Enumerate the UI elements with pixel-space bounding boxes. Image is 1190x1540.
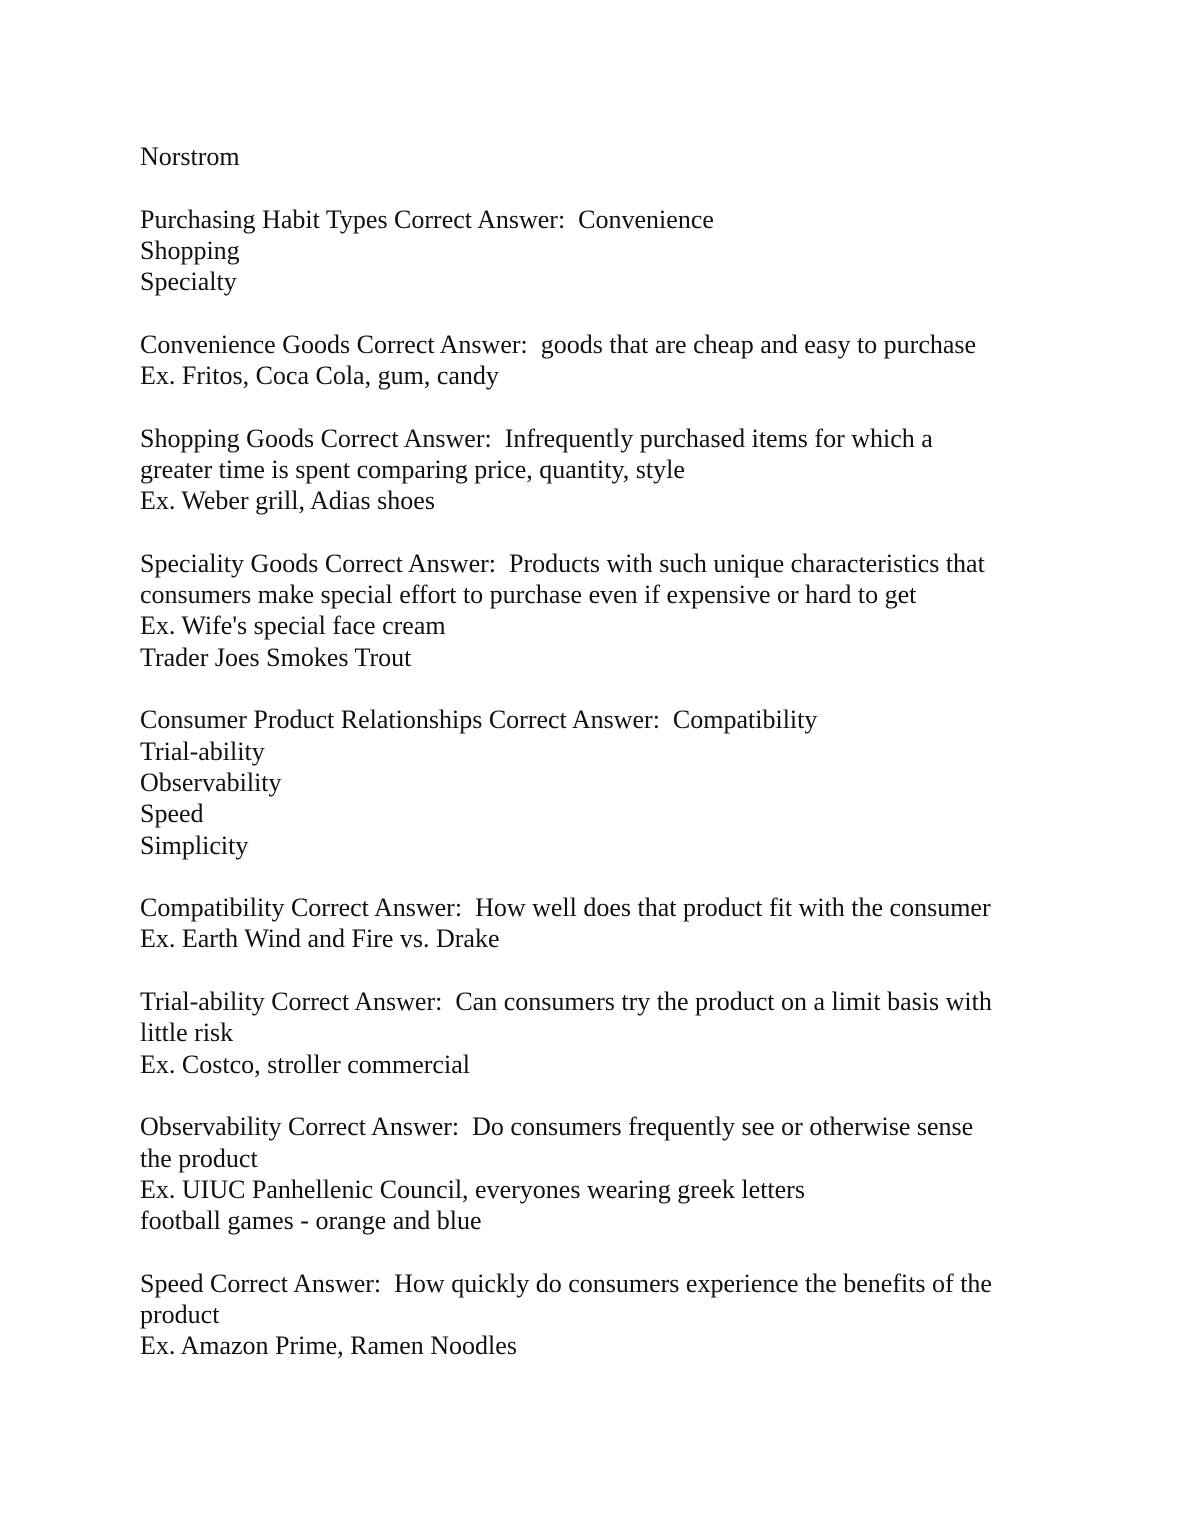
text-line: Speciality Goods Correct Answer: Products with such unique characteristics that	[140, 548, 985, 578]
document-page	[140, 141, 1050, 1393]
text-line: the product	[140, 1143, 258, 1173]
text-line: Speed	[140, 799, 204, 829]
qa-block-convenience-goods	[140, 329, 1050, 392]
text-line: football games - orange and blue	[140, 1206, 482, 1236]
qa-block-trial-ability	[140, 986, 1050, 1080]
qa-block-purchasing-habit-types	[140, 204, 1050, 298]
qa-block-shopping-goods	[140, 423, 1050, 517]
text-line: Trial-ability Correct Answer: Can consumers try the product on a limit basis with	[140, 987, 992, 1017]
qa-block-compatibility	[140, 892, 1050, 955]
text-line: Ex. Fritos, Coca Cola, gum, candy	[140, 361, 499, 391]
text-line: Ex. UIUC Panhellenic Council, everyones wearing greek letters	[140, 1174, 805, 1204]
text-line: Compatibility Correct Answer: How well does that product fit with the consumer	[140, 893, 991, 923]
qa-block-speciality-goods	[140, 548, 1050, 673]
text-line: product	[140, 1299, 220, 1329]
text-line: Ex. Wife's special face cream	[140, 611, 446, 641]
text-line: Convenience Goods Correct Answer: goods that are cheap and easy to purchase	[140, 329, 977, 359]
text-line: little risk	[140, 1018, 234, 1048]
text-line: Ex. Earth Wind and Fire vs. Drake	[140, 924, 500, 954]
text-line: greater time is spent comparing price, quantity, style	[140, 454, 685, 484]
text-line: Consumer Product Relationships Correct Answer: Compatibility	[140, 705, 818, 735]
text-line: Purchasing Habit Types Correct Answer: Convenience	[140, 204, 714, 234]
text-line: consumers make special effort to purchase even if expensive or hard to get	[140, 580, 917, 610]
text-line: Observability Correct Answer: Do consumers frequently see or otherwise sense	[140, 1112, 974, 1142]
qa-block-speed	[140, 1268, 1050, 1362]
text-line: Ex. Amazon Prime, Ramen Noodles	[140, 1331, 517, 1361]
text-line: Observability	[140, 767, 282, 797]
text-line: Specialty	[140, 267, 237, 297]
text-line: Trial-ability	[140, 736, 265, 766]
text-line: Shopping Goods Correct Answer: Infrequently purchased items for which a	[140, 423, 933, 453]
text-line: Shopping	[140, 235, 240, 265]
text-line: Speed Correct Answer: How quickly do consumers experience the benefits of the	[140, 1268, 992, 1298]
text-line: Trader Joes Smokes Trout	[140, 642, 412, 672]
qa-block-observability	[140, 1111, 1050, 1236]
text-line: Ex. Costco, stroller commercial	[140, 1049, 470, 1079]
document-title: Norstrom	[140, 142, 240, 171]
text-line: Simplicity	[140, 830, 249, 860]
text-line: Ex. Weber grill, Adias shoes	[140, 486, 435, 516]
qa-block-consumer-product-relationships	[140, 704, 1050, 860]
